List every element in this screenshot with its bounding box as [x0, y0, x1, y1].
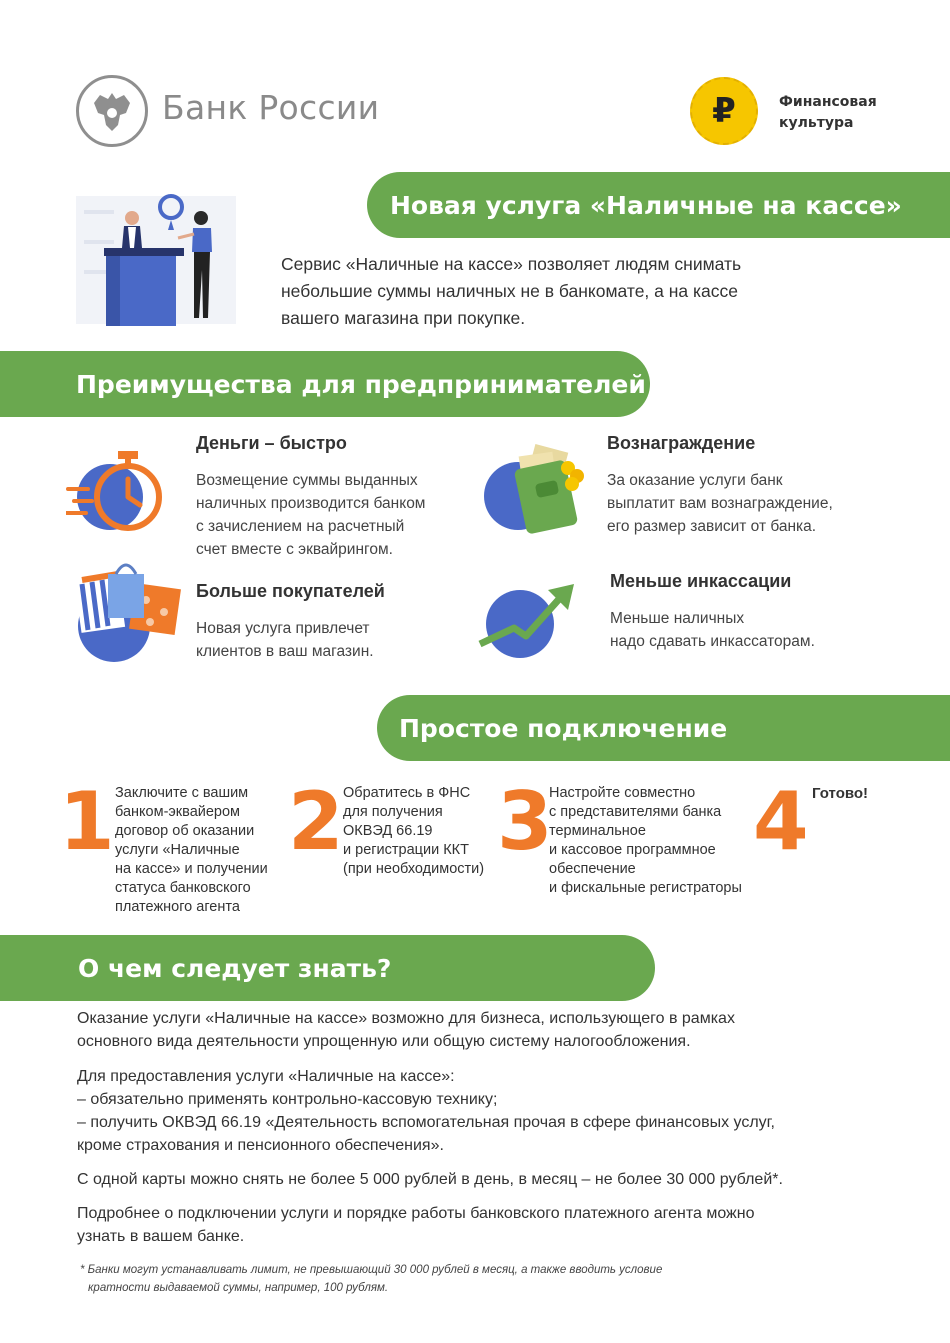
step-2-text: Обратитесь в ФНС для получения ОКВЭД 66.19 и регистрации ККТ (при необходимости) [343, 785, 485, 877]
shopping-bags-icon [74, 560, 186, 665]
cashier-illustration [76, 190, 241, 330]
step-1-number: 1 [59, 775, 115, 868]
fin-culture-label: Финансовая культура [779, 94, 877, 131]
section-title-new-service: Новая услуга «Наличные на кассе» [367, 172, 950, 238]
info-paragraph-3: С одной карты можно снять не более 5 000 рублей в день, в месяц – не более 30 000 рублей*. [77, 1171, 783, 1188]
bank-emblem-logo [76, 75, 148, 147]
step-3-text: Настройте совместно с представителями банка терминальное и кассовое программное обеспечение и фискальные регистраторы [549, 785, 742, 896]
wallet-icon [480, 440, 595, 540]
footnote: * Банки могут устанавливать лимит, не превышающий 30 000 рублей в месяц, а также вводить условие кратности выдаваемой суммы, например, 100 рублям. [80, 1264, 663, 1294]
bank-name: Банк России [162, 88, 380, 127]
info-paragraph-4: Подробнее о подключении услуги и порядке работы банковского платежного агента можно узнать в вашем банке. [77, 1205, 755, 1245]
step-4-done: Готово! [812, 785, 869, 802]
feature-reward-text: За оказание услуги банк выплатит вам вознаграждение, его размер зависит от банка. [607, 472, 833, 535]
stopwatch-icon [66, 445, 176, 545]
feature-more-customers-title: Больше покупателей [196, 581, 385, 601]
ruble-icon: ₽ [712, 91, 736, 131]
step-2-number: 2 [288, 775, 344, 868]
feature-reward-title: Вознаграждение [607, 433, 756, 453]
feature-money-fast-title: Деньги – быстро [196, 433, 347, 453]
ruble-coin-logo [690, 77, 758, 145]
double-eagle-icon [86, 85, 138, 137]
info-paragraph-2: Для предоставления услуги «Наличные на кассе»: – обязательно применять контрольно-кассовую технику; – получить ОКВЭД 66.19 «Деятельность вспомогательная прочая в сфере финансовых услуг, кроме страхования и пенсионного обеспечения». [77, 1068, 775, 1154]
step-4-number: 4 [753, 775, 809, 868]
feature-more-customers-text: Новая услуга привлечет клиентов в ваш магазин. [196, 620, 374, 660]
step-3-number: 3 [497, 775, 553, 868]
intro-text: Сервис «Наличные на кассе» позволяет людям снимать небольшие суммы наличных не в банкомате, а на кассе вашего магазина при покупке. [281, 254, 742, 328]
feature-money-fast-text: Возмещение суммы выданных наличных производится банком с зачислением на расчетный счет вместе с эквайрингом. [196, 472, 426, 558]
section-title-what-to-know: О чем следует знать? [0, 935, 655, 1001]
section-title-easy-connection: Простое подключение [377, 695, 950, 761]
growth-arrow-icon [474, 580, 584, 670]
info-paragraph-1: Оказание услуги «Наличные на кассе» возможно для бизнеса, использующего в рамках основного вида деятельности упрощенную или общую систему налогообложения. [77, 1010, 735, 1050]
feature-less-collection-text: Меньше наличных надо сдавать инкассаторам. [610, 610, 815, 650]
step-1-text: Заключите с вашим банком-эквайером договор об оказании услуги «Наличные на кассе» и получении статуса банковского платежного агента [115, 785, 268, 915]
section-title-advantages: Преимущества для предпринимателей [0, 351, 650, 417]
feature-less-collection-title: Меньше инкассации [610, 571, 792, 591]
